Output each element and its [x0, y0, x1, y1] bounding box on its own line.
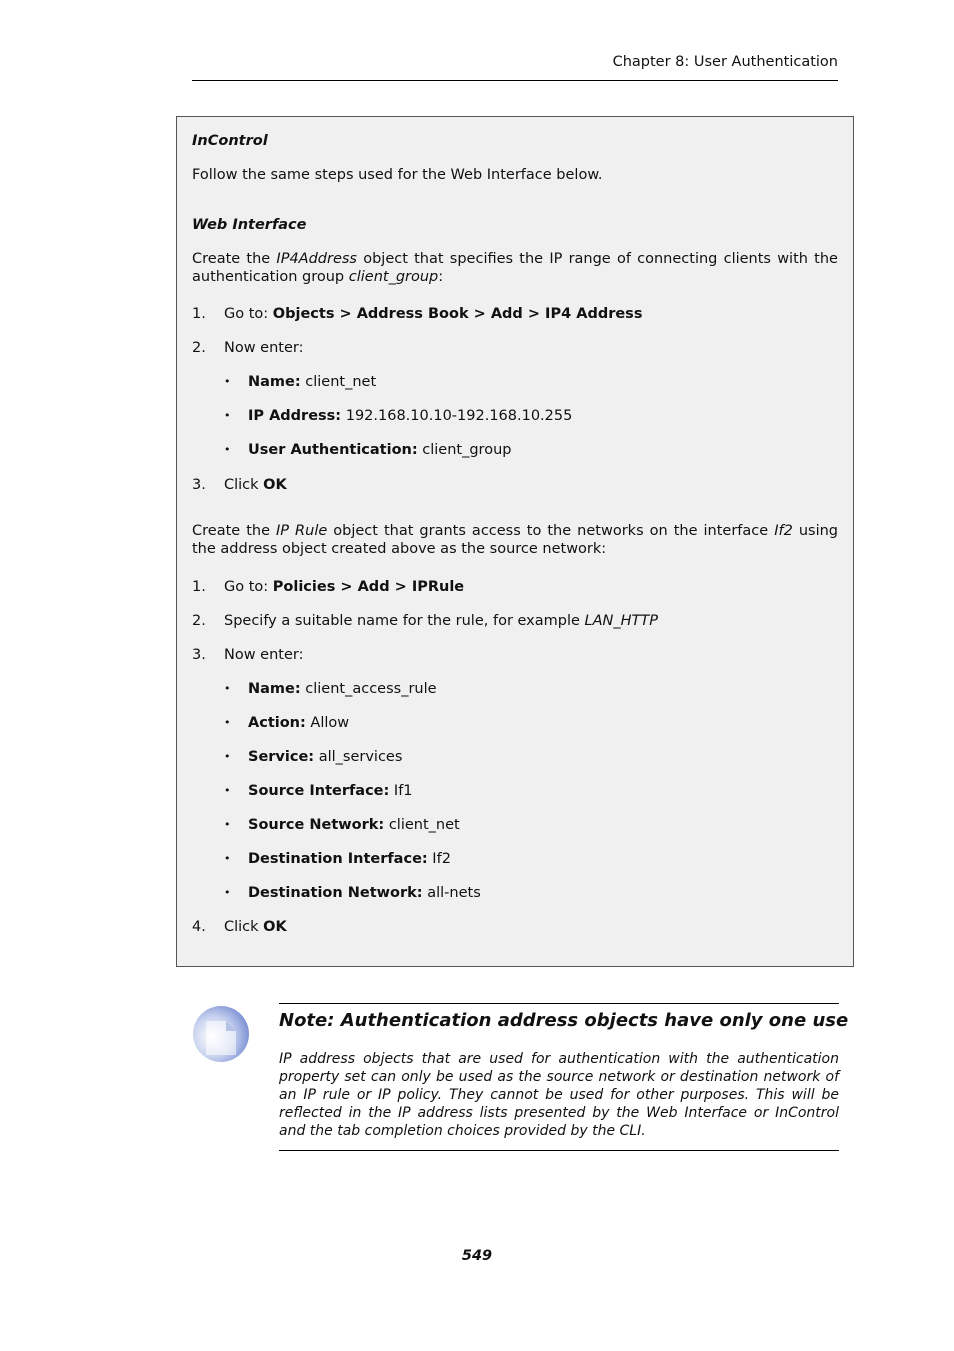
bullet-icon: • [224, 716, 231, 729]
bullet-item [248, 373, 376, 391]
intro-paragraph-1 [192, 250, 838, 286]
field-label: Destination Interface: [248, 851, 428, 867]
field-label: Action: [248, 715, 306, 731]
bullet-icon: • [224, 443, 231, 456]
step-item [224, 918, 287, 936]
note-bottom-rule [279, 1150, 839, 1151]
page-header [192, 54, 838, 81]
note-title: Note: Authentication address objects have only one use [279, 1010, 849, 1031]
intro1-object: IP4Address [276, 251, 357, 267]
bullet-item [248, 407, 572, 425]
field-value: client_net [384, 817, 460, 833]
field-label: Service: [248, 749, 315, 765]
intro2-text: Create the [192, 523, 277, 539]
step-number: 3. [192, 647, 206, 663]
step-number: 2. [192, 613, 206, 629]
bullet-icon: • [224, 375, 231, 388]
field-label: Name: [248, 681, 301, 697]
step-item: Now enter: [224, 647, 304, 663]
field-value: all-nets [422, 885, 481, 901]
note-top-rule [279, 1003, 839, 1004]
step-prefix: Go to: [224, 579, 273, 595]
web-interface-heading: Web Interface [192, 217, 307, 233]
intro-paragraph-2 [192, 522, 838, 558]
intro2-text-2: object that grants access to the networks on the interface [327, 523, 775, 539]
note-icon [192, 1005, 250, 1063]
step-item [224, 578, 464, 596]
field-label: Source Network: [248, 817, 385, 833]
intro1-text-2: object that specifies the IP range of connecting clients with the authentication group [192, 251, 838, 285]
note-body: IP address objects that are used for authentication with the authentication property set can only be used as the source network or destination network of an IP rule or IP policy. They cannot be used for other purposes. This will be reflected in the IP address lists presented by the Web Interface or InControl and the tab completion choices provided by the CLI. [279, 1051, 839, 1139]
field-value: client_access_rule [300, 681, 437, 697]
bullet-item [248, 441, 511, 459]
bullet-icon: • [224, 682, 231, 695]
bullet-icon: • [224, 784, 231, 797]
field-value: If2 [427, 851, 451, 867]
intro1-text: Create the [192, 251, 277, 267]
intro2-interface: If2 [774, 523, 793, 539]
rule-name-example: LAN_HTTP [584, 613, 659, 629]
intro2-text-3: using the address object created above as the source network: [192, 523, 838, 557]
field-value: client_group [417, 442, 512, 458]
step-number: 1. [192, 306, 206, 322]
bullet-item [248, 748, 402, 766]
menu-path: Policies > Add > IPRule [272, 579, 465, 595]
bullet-item [248, 884, 481, 902]
bullet-item [248, 782, 413, 800]
field-label: User Authentication: [248, 442, 418, 458]
ok-label: OK [263, 919, 287, 935]
bullet-item [248, 816, 460, 834]
incontrol-heading: InControl [192, 133, 268, 149]
step-number: 4. [192, 919, 206, 935]
bullet-icon: • [224, 852, 231, 865]
bullet-icon: • [224, 886, 231, 899]
field-value: client_net [300, 374, 377, 390]
field-label: Name: [248, 374, 301, 390]
intro1-group: client_group [348, 269, 439, 285]
incontrol-text: Follow the same steps used for the Web Interface below. [192, 167, 603, 183]
field-label: IP Address: [248, 408, 342, 424]
field-label: Source Interface: [248, 783, 390, 799]
page-number: 549 [461, 1248, 493, 1264]
field-value: 192.168.10.10-192.168.10.255 [341, 408, 573, 424]
intro1-colon: : [438, 269, 444, 285]
intro2-object: IP Rule [276, 523, 328, 539]
step-prefix: Click [224, 919, 264, 935]
step-item [224, 612, 658, 630]
menu-path: Objects > Address Book > Add > IP4 Address [272, 306, 643, 322]
step-prefix: Specify a suitable name for the rule, for example [224, 613, 585, 629]
chapter-title: Chapter 8: User Authentication [612, 54, 838, 70]
bullet-icon: • [224, 818, 231, 831]
bullet-item [248, 850, 451, 868]
step-number: 2. [192, 340, 206, 356]
step-item [224, 476, 287, 494]
step-item [224, 305, 642, 323]
ok-label: OK [263, 477, 287, 493]
bullet-item [248, 714, 349, 732]
step-prefix: Go to: [224, 306, 273, 322]
field-label: Destination Network: [248, 885, 423, 901]
field-value: Allow [305, 715, 350, 731]
step-prefix: Click [224, 477, 264, 493]
bullet-item [248, 680, 437, 698]
step-number: 3. [192, 477, 206, 493]
field-value: all_services [314, 749, 403, 765]
field-value: If1 [389, 783, 413, 799]
step-number: 1. [192, 579, 206, 595]
bullet-icon: • [224, 409, 231, 422]
step-item: Now enter: [224, 340, 304, 356]
bullet-icon: • [224, 750, 231, 763]
